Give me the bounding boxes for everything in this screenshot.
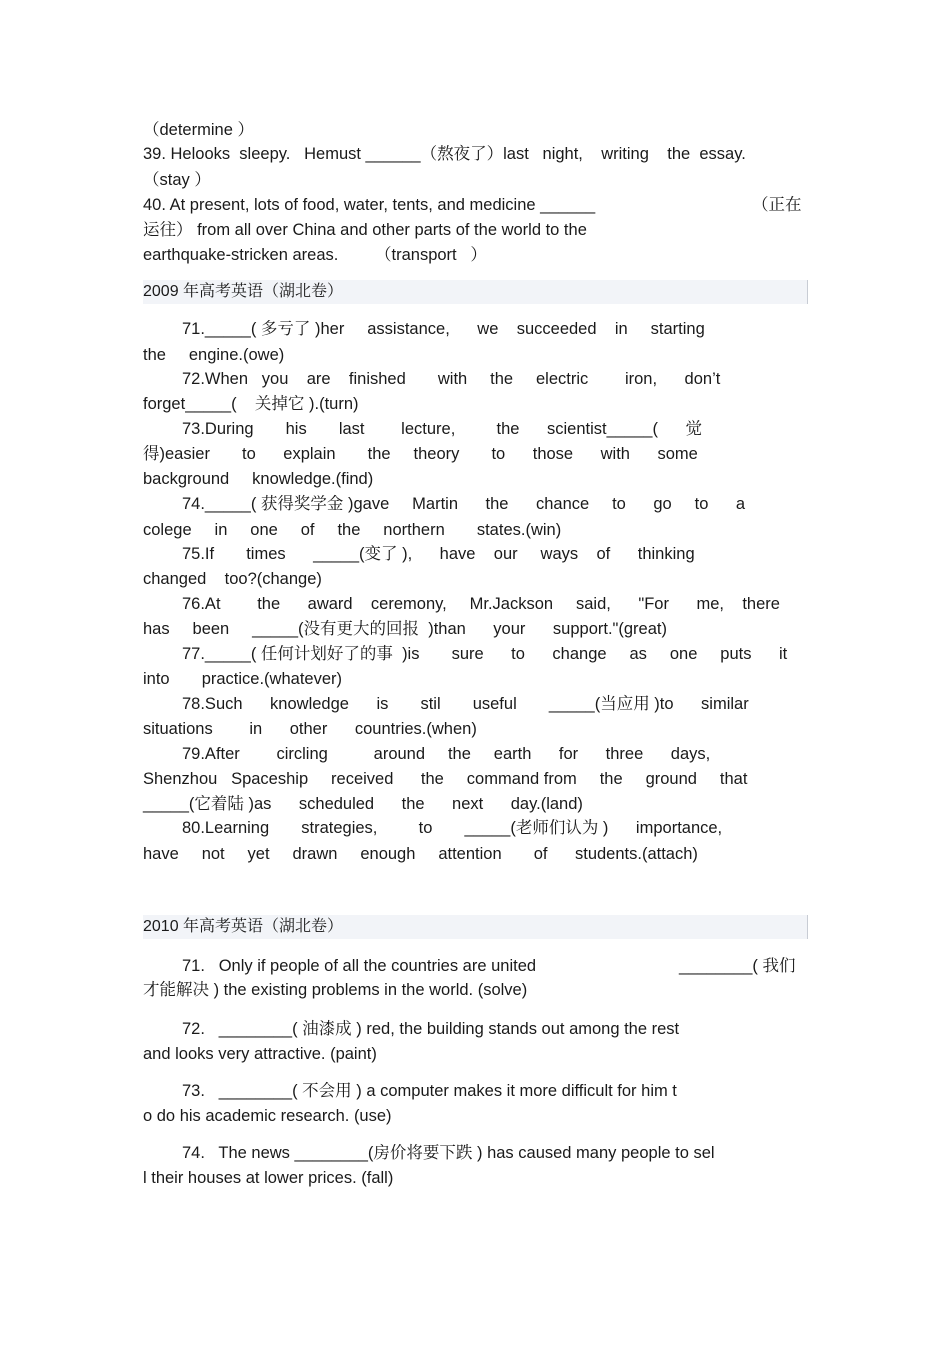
question-2009-line: 76.At the award ceremony, Mr.Jackson said, "For me, there <box>182 595 780 613</box>
question-2009-line: 74._____( 获得奖学金 )gave Martin the chance to go to a <box>182 495 746 513</box>
section-title-2010: 2010 年高考英语（湖北卷） <box>143 918 344 935</box>
question-2009-line: the engine.(owe) <box>143 346 285 364</box>
question-2009-line: 75.If times _____(变了 ), have our ways of thinking <box>182 545 695 563</box>
question-40-line-2: 运往） from all over China and other parts of the world to the <box>143 221 587 239</box>
question-40-hint-start: （正在 <box>752 196 802 214</box>
question-2009-line: 得)easier to explain the theory to those with some <box>143 445 698 463</box>
question-39-hint: （stay ） <box>143 171 211 189</box>
question-2009-line: _____(它着陆 )as scheduled the next day.(land) <box>143 795 583 813</box>
question-2009-line: 73.During his last lecture, the scientist_____( 觉 <box>182 420 702 438</box>
question-2009-line: 78.Such knowledge is stil useful _____(当应用 )to similar <box>182 695 749 713</box>
question-2009-line: background knowledge.(find) <box>143 470 374 488</box>
question-2010-71-line: 71. Only if people of all the countries are united <box>182 957 537 975</box>
question-2010-74-line: 74. The news ________(房价将要下跌 ) has caused many people to sel <box>182 1144 715 1162</box>
question-2009-line: have not yet drawn enough attention of students.(attach) <box>143 845 698 863</box>
question-2009-line: into practice.(whatever) <box>143 670 342 688</box>
question-2010-73-line-2: o do his academic research. (use) <box>143 1107 392 1125</box>
question-2009-line: Shenzhou Spaceship received the command from the ground that <box>143 770 748 788</box>
question-2009-line: 72.When you are finished with the electric iron, don’t <box>182 370 721 388</box>
question-2010-74-line-2: l their houses at lower prices. (fall) <box>143 1169 394 1187</box>
question-40-line-3: earthquake-stricken areas. （transport ） <box>143 246 487 264</box>
question-2010-72-line-2: and looks very attractive. (paint) <box>143 1045 377 1063</box>
question-2009-line: forget_____( 关掉它 ).(turn) <box>143 395 359 413</box>
question-39-line: 39. Helooks sleepy. Hemust ______（熬夜了）last night, writing the essay. <box>143 145 746 163</box>
question-2010-73-line: 73. ________( 不会用 ) a computer makes it more difficult for him t <box>182 1082 677 1100</box>
question-2010-71-line-2: 才能解决 ) the existing problems in the world. (solve) <box>143 981 528 999</box>
section-title-2009: 2009 年高考英语（湖北卷） <box>143 283 344 300</box>
question-2009-line: 77._____( 任何计划好了的事 )is sure to change as one puts it <box>182 645 788 663</box>
text-line: （determine ） <box>143 121 254 139</box>
question-2009-line: colege in one of the northern states.(win) <box>143 521 562 539</box>
question-2009-line: 80.Learning strategies, to _____(老师们认为 ) importance, <box>182 819 723 837</box>
section-heading-2009 <box>143 280 808 304</box>
question-2009-line: changed too?(change) <box>143 570 322 588</box>
question-40-line: 40. At present, lots of food, water, tents, and medicine ______ <box>143 196 596 214</box>
question-2009-line: has been _____(没有更大的回报 )than your support."(great) <box>143 620 667 638</box>
question-2009-line: 79.After circling around the earth for three days, <box>182 745 711 763</box>
question-2010-71-blank: ________( 我们 <box>679 957 796 975</box>
question-2009-line: 71._____( 多亏了 )her assistance, we succeeded in starting <box>182 320 705 338</box>
section-heading-2010 <box>143 915 808 939</box>
question-2010-72-line: 72. ________( 油漆成 ) red, the building stands out among the rest <box>182 1020 680 1038</box>
question-2009-line: situations in other countries.(when) <box>143 720 477 738</box>
